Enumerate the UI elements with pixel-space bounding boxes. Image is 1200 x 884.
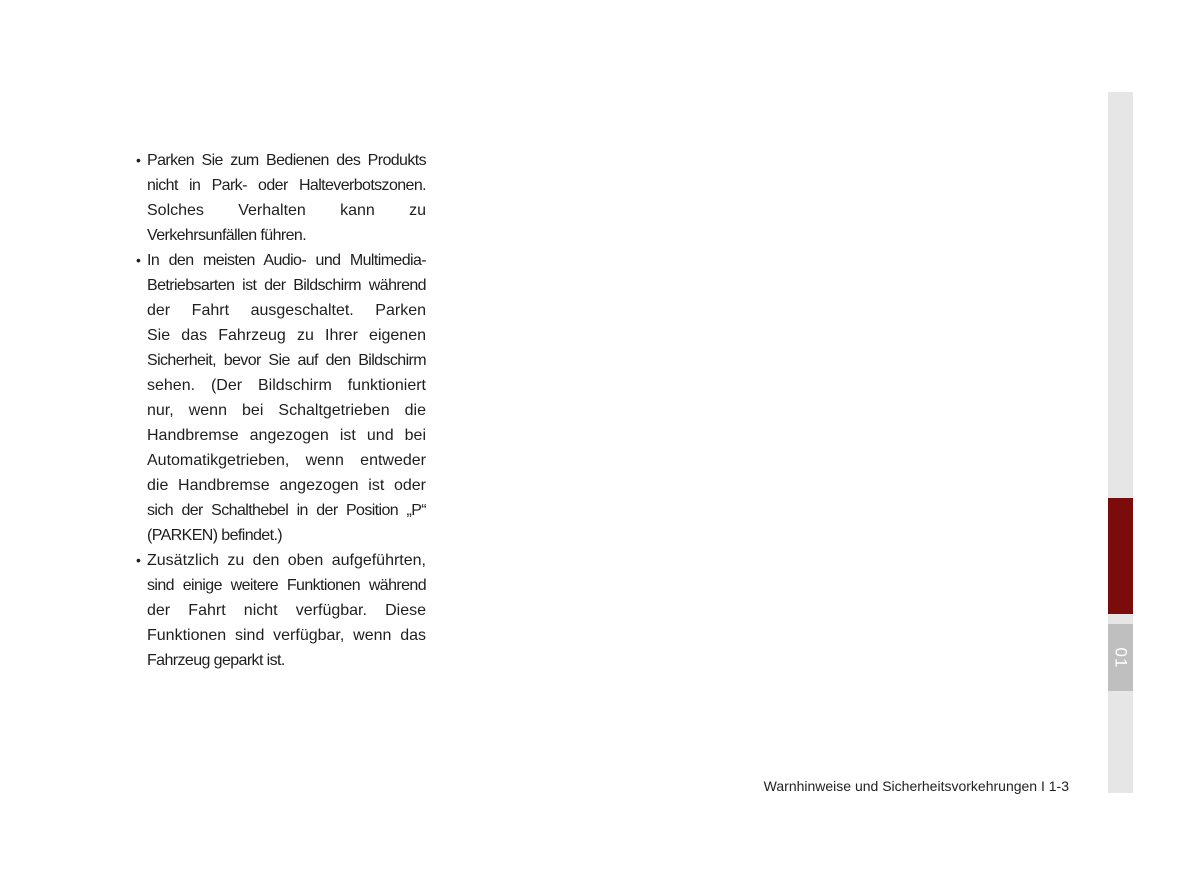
text-line: sind einige weitere Funktionen während — [147, 577, 426, 594]
text-line: Automatikgetrieben, wenn entweder — [147, 452, 426, 469]
text-line: sehen. (Der Bildschirm funktioniert — [147, 377, 426, 394]
text-line: (PARKEN) befindet.) — [147, 527, 283, 544]
active-chapter-marker — [1108, 498, 1133, 614]
text-line: der Fahrt ausgeschaltet. Parken — [147, 302, 426, 319]
text-line: sich der Schalthebel in der Position „P“ — [147, 502, 426, 519]
page-footer: Warnhinweise und Sicherheitsvorkehrungen I 1-3 — [763, 778, 1069, 794]
bullet-item-parking — [136, 148, 426, 248]
chapter-number-text: 01 — [1111, 647, 1131, 668]
text-line: nur, wenn bei Schaltgetrieben die — [147, 402, 426, 419]
text-line: Fahrzeug geparkt ist. — [147, 652, 285, 669]
text-line: Solches Verhalten kann zu — [147, 202, 426, 219]
text-line: Zusätzlich zu den oben aufgeführten, — [147, 552, 426, 569]
bullet-marker: • — [136, 252, 141, 268]
bullet-item-unavailable-functions — [136, 548, 426, 673]
bullet-item-screen-off — [136, 248, 426, 548]
text-line: die Handbremse angezogen ist oder — [147, 477, 426, 494]
text-line: In den meisten Audio- und Multimedia- — [147, 252, 426, 269]
chapter-number-label — [1108, 624, 1133, 691]
warning-bullet-list — [136, 148, 426, 673]
text-line: Sicherheit, bevor Sie auf den Bildschirm — [147, 352, 426, 369]
text-line: Verkehrsunfällen führen. — [147, 227, 307, 244]
bullet-marker: • — [136, 552, 141, 568]
text-line: Betriebsarten ist der Bildschirm während — [147, 277, 426, 294]
bullet-marker: • — [136, 152, 141, 168]
text-line: der Fahrt nicht verfügbar. Diese — [147, 602, 426, 619]
text-line: Handbremse angezogen ist und bei — [147, 427, 426, 444]
text-line: Funktionen sind verfügbar, wenn das — [147, 627, 426, 644]
text-line: Parken Sie zum Bedienen des Produkts — [147, 152, 426, 169]
text-line: Sie das Fahrzeug zu Ihrer eigenen — [147, 327, 426, 344]
text-line: nicht in Park- oder Halteverbotszonen. — [147, 177, 426, 194]
